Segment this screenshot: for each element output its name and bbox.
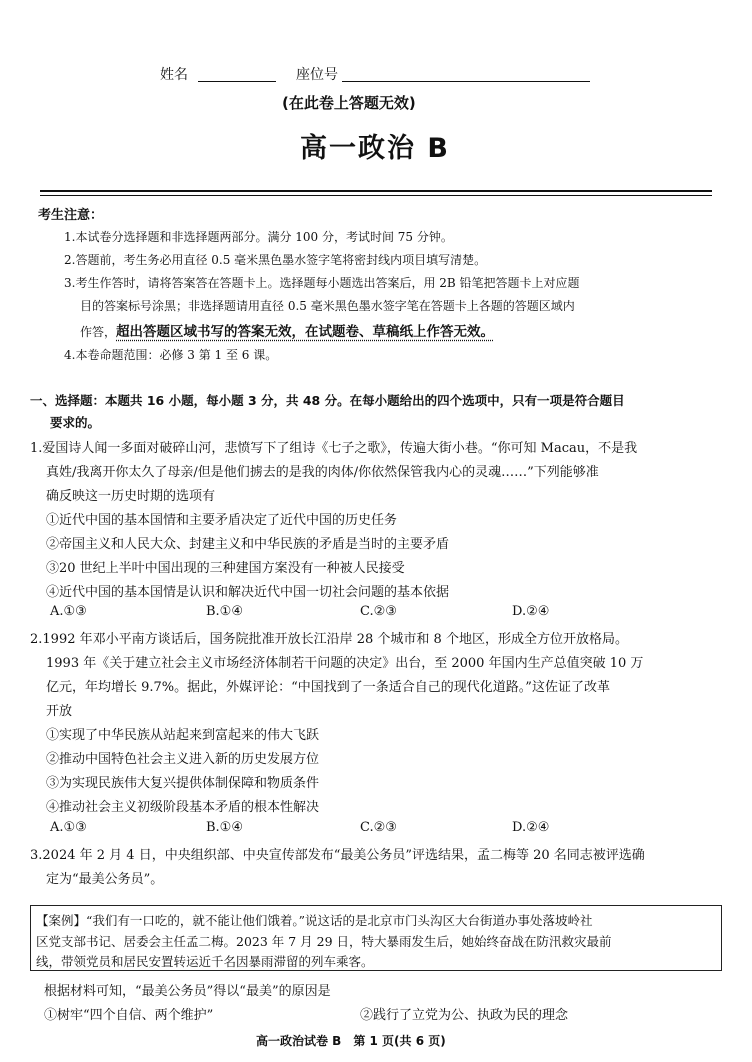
q2-choice-a: A.①③ [50, 820, 87, 835]
header-divider [40, 190, 712, 196]
name-blank [198, 81, 276, 82]
note-4: 4.本卷命题范围：必修 3 第 1 至 6 课。 [64, 348, 278, 362]
case-line-2: 区党支部书记、居委会主任孟二梅。2023 年 7 月 29 日，特大暴雨发生后，她始终奋战在防汛救灾最前 [36, 934, 612, 949]
q1-stem-line-3: 确反映这一历史时期的选项有 [46, 489, 216, 504]
name-label: 姓名 [160, 67, 188, 83]
page-footer: 高一政治试卷 B 第 1 页(共 6 页) [256, 1034, 446, 1048]
section-1-title-cont: 要求的。 [50, 415, 101, 430]
q3-option-1: ①树牢“四个自信、两个维护” [44, 1008, 214, 1023]
invalid-note: (在此卷上答题无效) [282, 94, 416, 112]
q2-option-3: ③为实现民族伟大复兴提供体制保障和物质条件 [46, 776, 320, 791]
q2-stem-line-2: 1993 年《关于建立社会主义市场经济体制若干问题的决定》出台，至 2000 年国内生产总值突破 10 万 [46, 656, 644, 671]
note-1: 1.本试卷分选择题和非选择题两部分。满分 100 分，考试时间 75 分钟。 [64, 230, 453, 244]
q2-option-4: ④推动社会主义初级阶段基本矛盾的根本性解决 [46, 800, 320, 815]
q1-choice-a: A.①③ [50, 604, 87, 619]
q1-option-4: ④近代中国的基本国情是认识和解决近代中国一切社会问题的基本依据 [46, 585, 450, 600]
q3-question: 根据材料可知，“最美公务员”得以“最美”的原因是 [44, 984, 331, 999]
note-3-emphasis: 超出答题区域书写的答案无效，在试题卷、草稿纸上作答无效。 [116, 324, 495, 340]
q2-option-2: ②推动中国特色社会主义进入新的历史发展方位 [46, 752, 320, 767]
q2-stem-line-3: 亿元，年均增长 9.7%。据此，外媒评论：“中国找到了一条适合自己的现代化道路。”这佐证了改革 [46, 680, 610, 695]
q2-option-1: ①实现了中华民族从站起来到富起来的伟大飞跃 [46, 728, 320, 743]
note-3-line-3 [80, 320, 494, 340]
q1-stem-line-1: 1.爱国诗人闻一多面对破碎山河，悲愤写下了组诗《七子之歌》，传遍大街小巷。“你可知 Macau，不是我 [30, 441, 638, 456]
q1-option-2: ②帝国主义和人民大众、封建主义和中华民族的矛盾是当时的主要矛盾 [46, 537, 450, 552]
notes-heading: 考生注意： [38, 208, 104, 223]
case-box [30, 905, 722, 971]
q3-stem-line-2: 定为“最美公务员”。 [46, 872, 164, 887]
note-3-line-2: 目的答案标号涂黑；非选择题请用直径 0.5 毫米黑色墨水签字笔在答题卡上各题的答题区域内 [80, 299, 575, 313]
case-line-3: 线，带领党员和居民安置转运近千名因暴雨滞留的列车乘客。 [36, 954, 374, 969]
q1-choice-b: B.①④ [206, 604, 243, 619]
q2-stem-line-1: 2.1992 年邓小平南方谈话后，国务院批准开放长江沿岸 28 个城市和 8 个地区，形成全方位开放格局。 [30, 632, 628, 647]
q2-choice-b: B.①④ [206, 820, 243, 835]
q2-choice-c: C.②③ [360, 820, 397, 835]
q3-option-2: ②践行了立党为公、执政为民的理念 [360, 1008, 569, 1023]
q3-stem-line-1: 3.2024 年 2 月 4 日，中央组织部、中央宣传部发布“最美公务员”评选结果，孟二梅等 20 名同志被评选确 [30, 848, 645, 863]
page-title: 高一政治 B [300, 133, 450, 164]
seat-label: 座位号 [296, 67, 338, 83]
q2-stem-line-4: 开放 [46, 704, 73, 719]
note-3-prefix: 作答， [80, 325, 117, 339]
q1-choice-d: D.②④ [512, 604, 550, 619]
q1-option-1: ①近代中国的基本国情和主要矛盾决定了近代中国的历史任务 [46, 513, 398, 528]
q1-stem-line-2: 真姓/我离开你太久了母亲/但是他们掳去的是我的肉体/你依然保管我内心的灵魂……”下列能够准 [46, 465, 599, 480]
section-1-title: 一、选择题：本题共 16 小题，每小题 3 分，共 48 分。在每小题给出的四个选项中，只有一项是符合题目 [30, 393, 625, 408]
seat-blank [342, 81, 590, 82]
q1-option-3: ③20 世纪上半叶中国出现的三种建国方案没有一种被人民接受 [46, 561, 405, 576]
case-line-1: 【案例】“我们有一口吃的，就不能让他们饿着。”说这话的是北京市门头沟区大台街道办事处落坡岭社 [36, 913, 593, 928]
note-2: 2.答题前，考生务必用直径 0.5 毫米黑色墨水签字笔将密封线内项目填写清楚。 [64, 253, 487, 267]
note-3-line-1: 3.考生作答时，请将答案答在答题卡上。选择题每小题选出答案后，用 2B 铅笔把答题卡上对应题 [64, 276, 580, 290]
q2-choice-d: D.②④ [512, 820, 550, 835]
q1-choice-c: C.②③ [360, 604, 397, 619]
